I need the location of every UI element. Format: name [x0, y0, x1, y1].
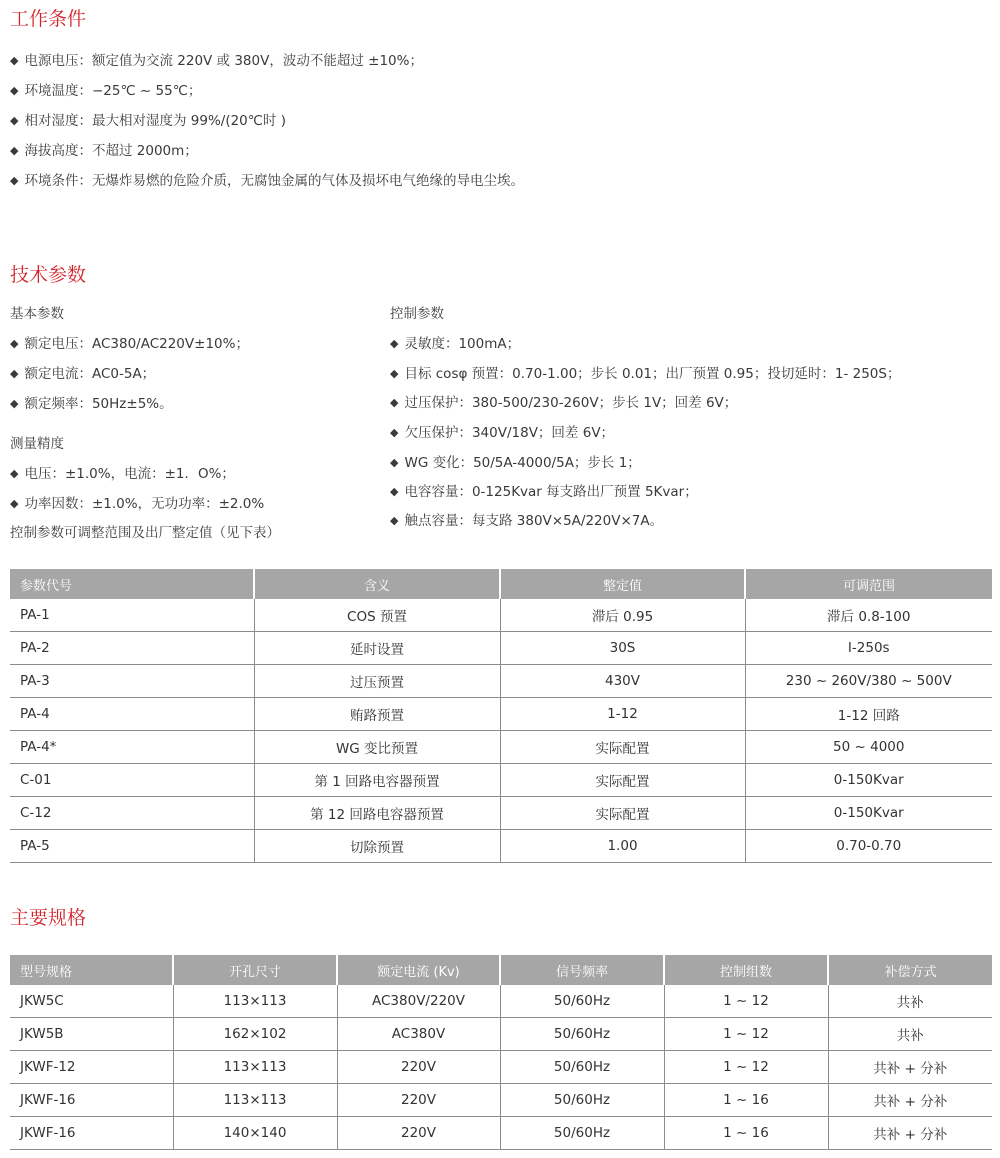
table-row: [10, 764, 992, 797]
diamond-bullet-icon: ◆: [10, 467, 19, 480]
table-cell: PA-5: [10, 830, 254, 863]
table-cell: 1.00: [500, 830, 745, 863]
diamond-bullet-icon: ◆: [10, 497, 19, 510]
main-specs-title: 主要规格: [10, 907, 87, 929]
table-cell: 430V: [500, 665, 745, 698]
table-cell: 162×102: [173, 1018, 337, 1051]
table-cell: 50/60Hz: [500, 985, 664, 1018]
table-row: [10, 599, 992, 632]
table-cell: 50 ~ 4000: [745, 731, 992, 764]
list-item: ◆ 电源电压：额定值为交流 220V 或 380V，波动不能超过 ±10%；: [10, 53, 423, 69]
table-cell: 1-12: [500, 698, 745, 731]
list-item: ◆ 环境温度：−25℃ ~ 55℃；: [10, 83, 202, 99]
column-header: 参数代号: [10, 569, 254, 599]
table-cell: PA-4*: [10, 731, 254, 764]
table-row: [10, 797, 992, 830]
column-header: 信号频率: [500, 955, 664, 985]
table-cell: 230 ~ 260V/380 ~ 500V: [745, 665, 992, 698]
table-note: 控制参数可调整范围及出厂整定值（见下表）: [10, 525, 280, 541]
table-cell: COS 预置: [254, 599, 500, 632]
column-header: 额定电流 (Kv): [337, 955, 500, 985]
working-conditions-title: 工作条件: [10, 8, 87, 30]
table-row: [10, 1117, 992, 1150]
tech-params-title: 技术参数: [10, 264, 87, 286]
table-cell: 滞后 0.8-100: [745, 599, 992, 632]
table-cell: 140×140: [173, 1117, 337, 1150]
diamond-bullet-icon: ◆: [10, 84, 19, 97]
table-cell: PA-4: [10, 698, 254, 731]
diamond-bullet-icon: ◆: [10, 397, 19, 410]
diamond-bullet-icon: ◆: [390, 367, 399, 380]
list-item: ◆ 目标 cosφ 预置：0.70-1.00；步长 0.01；出厂预置 0.95；投切延时：1- 250S；: [390, 366, 901, 382]
table-cell: 过压预置: [254, 665, 500, 698]
table-cell: 共补 + 分补: [828, 1084, 992, 1117]
table-cell: I-250s: [745, 632, 992, 665]
diamond-bullet-icon: ◆: [10, 174, 19, 187]
table-row: [10, 830, 992, 863]
column-header: 可调范围: [745, 569, 992, 599]
table-cell: WG 变比预置: [254, 731, 500, 764]
table-cell: 1 ~ 16: [664, 1084, 828, 1117]
column-header: 控制组数: [664, 955, 828, 985]
table-cell: PA-1: [10, 599, 254, 632]
table-cell: 50/60Hz: [500, 1018, 664, 1051]
table-cell: JKWF-12: [10, 1051, 173, 1084]
table-cell: 第 12 回路电容器预置: [254, 797, 500, 830]
table-header-row: [10, 569, 992, 599]
table-cell: 1-12 回路: [745, 698, 992, 731]
param-table: [10, 569, 992, 863]
list-item: ◆ WG 变化：50/5A-4000/5A；步长 1；: [390, 455, 641, 471]
list-item: ◆ 电压：±1.0%，电流：±1．O%；: [10, 466, 235, 482]
table-row: [10, 731, 992, 764]
column-header: 含义: [254, 569, 500, 599]
diamond-bullet-icon: ◆: [390, 396, 399, 409]
list-item: ◆ 环境条件：无爆炸易燃的危险介质，无腐蚀金属的气体及损坏电气绝缘的导电尘埃。: [10, 173, 524, 189]
table-cell: JKWF-16: [10, 1117, 173, 1150]
table-cell: 贿路预置: [254, 698, 500, 731]
column-header: 型号规格: [10, 955, 173, 985]
table-cell: C-01: [10, 764, 254, 797]
list-item: ◆ 灵敏度：100mA；: [390, 336, 521, 352]
table-cell: JKWF-16: [10, 1084, 173, 1117]
list-item: ◆ 电容容量：0-125Kvar 每支路出厂预置 5Kvar；: [390, 484, 698, 500]
table-cell: 50/60Hz: [500, 1117, 664, 1150]
table-row: [10, 665, 992, 698]
list-item: ◆ 额定电流：AC0-5A；: [10, 366, 156, 382]
diamond-bullet-icon: ◆: [10, 337, 19, 350]
column-header: 补偿方式: [828, 955, 992, 985]
diamond-bullet-icon: ◆: [10, 144, 19, 157]
table-cell: 1 ~ 12: [664, 985, 828, 1018]
list-item: ◆ 相对湿度：最大相对湿度为 99%/(20℃时 ): [10, 113, 286, 129]
table-row: [10, 1084, 992, 1117]
table-cell: 实际配置: [500, 764, 745, 797]
basic-params-heading: 基本参数: [10, 306, 64, 322]
table-cell: 延时设置: [254, 632, 500, 665]
specs-table: [10, 955, 992, 1150]
table-cell: 220V: [337, 1051, 500, 1084]
diamond-bullet-icon: ◆: [390, 485, 399, 498]
table-cell: 50/60Hz: [500, 1051, 664, 1084]
table-cell: 0.70-0.70: [745, 830, 992, 863]
table-cell: PA-3: [10, 665, 254, 698]
table-cell: 220V: [337, 1117, 500, 1150]
diamond-bullet-icon: ◆: [390, 426, 399, 439]
table-row: [10, 985, 992, 1018]
diamond-bullet-icon: ◆: [10, 54, 19, 67]
column-header: 开孔尺寸: [173, 955, 337, 985]
table-cell: JKW5B: [10, 1018, 173, 1051]
table-row: [10, 1051, 992, 1084]
table-cell: 0-150Kvar: [745, 797, 992, 830]
table-cell: 切除预置: [254, 830, 500, 863]
diamond-bullet-icon: ◆: [10, 114, 19, 127]
control-params-heading: 控制参数: [390, 306, 444, 322]
list-item: ◆ 过压保护：380-500/230-260V；步长 1V；回差 6V；: [390, 395, 738, 411]
table-row: [10, 1018, 992, 1051]
table-cell: C-12: [10, 797, 254, 830]
table-cell: 滞后 0.95: [500, 599, 745, 632]
table-cell: 113×113: [173, 1084, 337, 1117]
diamond-bullet-icon: ◆: [10, 367, 19, 380]
table-cell: AC380V: [337, 1018, 500, 1051]
table-cell: 共补 + 分补: [828, 1117, 992, 1150]
table-cell: 113×113: [173, 985, 337, 1018]
table-cell: AC380V/220V: [337, 985, 500, 1018]
diamond-bullet-icon: ◆: [390, 337, 399, 350]
table-cell: 共补: [828, 985, 992, 1018]
table-cell: 50/60Hz: [500, 1084, 664, 1117]
list-item: ◆ 欠压保护：340V/18V；回差 6V；: [390, 425, 615, 441]
table-cell: 第 1 回路电容器预置: [254, 764, 500, 797]
table-cell: 共补 + 分补: [828, 1051, 992, 1084]
table-cell: 1 ~ 16: [664, 1117, 828, 1150]
accuracy-heading: 测量精度: [10, 436, 64, 452]
table-cell: 1 ~ 12: [664, 1018, 828, 1051]
list-item: ◆ 功率因数：±1.0%，无功功率：±2.0%: [10, 496, 265, 512]
list-item: ◆ 海拔高度：不超过 2000m；: [10, 143, 198, 159]
table-cell: 1 ~ 12: [664, 1051, 828, 1084]
list-item: ◆ 额定电压：AC380/AC220V±10%；: [10, 336, 249, 352]
table-cell: 30S: [500, 632, 745, 665]
table-cell: 0-150Kvar: [745, 764, 992, 797]
column-header: 整定值: [500, 569, 745, 599]
table-row: [10, 698, 992, 731]
table-cell: 113×113: [173, 1051, 337, 1084]
table-cell: 实际配置: [500, 731, 745, 764]
table-cell: 实际配置: [500, 797, 745, 830]
table-cell: PA-2: [10, 632, 254, 665]
table-cell: 220V: [337, 1084, 500, 1117]
diamond-bullet-icon: ◆: [390, 514, 399, 527]
list-item: ◆ 触点容量：每支路 380V×5A/220V×7A。: [390, 513, 664, 529]
list-item: ◆ 额定频率：50Hz±5%。: [10, 396, 173, 412]
table-cell: JKW5C: [10, 985, 173, 1018]
table-row: [10, 632, 992, 665]
table-header-row: [10, 955, 992, 985]
table-cell: 共补: [828, 1018, 992, 1051]
diamond-bullet-icon: ◆: [390, 456, 399, 469]
